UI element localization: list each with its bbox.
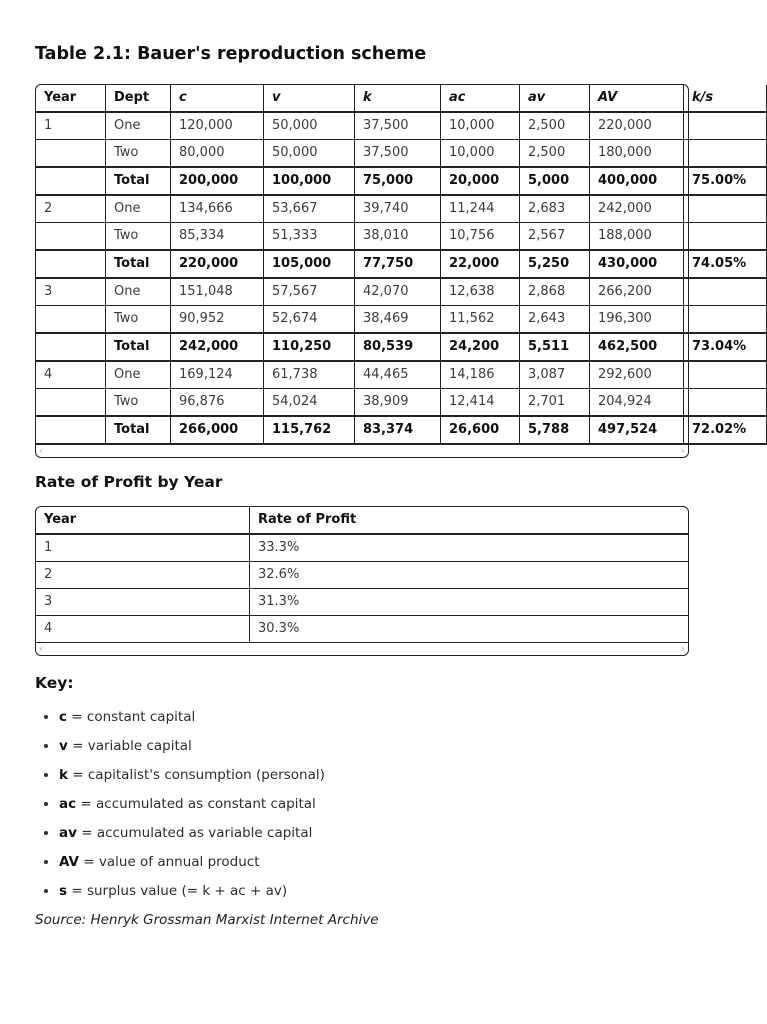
key-item: • av = accumulated as variable capital [59,825,689,842]
table-cell: 2 [36,562,250,589]
table-cell: One [106,278,171,306]
table-row [36,616,688,643]
table-cell: 38,909 [355,389,441,417]
table-cell: 80,000 [171,140,264,168]
table-cell: 75,000 [355,167,441,195]
table-cell: 110,250 [264,333,355,361]
table-cell: 11,562 [441,306,520,334]
table-cell: 74.05% [684,250,767,278]
table-cell [36,140,106,168]
table-cell [684,195,767,223]
table-cell: 169,124 [171,361,264,389]
table-cell: 61,738 [264,361,355,389]
table-cell: 196,300 [590,306,684,334]
table-cell: 51,333 [264,223,355,251]
scroll-right-icon[interactable]: › [680,642,685,655]
key-item: • c = constant capital [59,709,689,726]
table-cell: 11,244 [441,195,520,223]
table-row [36,223,767,251]
table-cell [684,278,767,306]
table-cell: 2,567 [520,223,590,251]
key-term: c [59,709,68,725]
table-cell: 400,000 [590,167,684,195]
horizontal-scroll-strip[interactable] [36,643,688,655]
table-cell [36,333,106,361]
table-cell: 72.02% [684,416,767,444]
table-cell [36,167,106,195]
table-cell [684,223,767,251]
table-row [36,140,767,168]
table-cell [36,389,106,417]
table-cell: 462,500 [590,333,684,361]
table-cell [684,112,767,140]
table-cell: 105,000 [264,250,355,278]
table-cell: 90,952 [171,306,264,334]
total-row [36,333,767,361]
table-cell [36,306,106,334]
table-cell: 10,000 [441,140,520,168]
key-item: • s = surplus value (= k + ac + av) [59,883,689,900]
table-cell: One [106,195,171,223]
reproduction-scheme-table [36,85,767,445]
column-header: Year [36,507,250,534]
table-cell: 134,666 [171,195,264,223]
table-cell: 242,000 [590,195,684,223]
table-cell: One [106,112,171,140]
table-cell: 200,000 [171,167,264,195]
key-item: • ac = accumulated as constant capital [59,796,689,813]
table-cell: 52,674 [264,306,355,334]
table-cell: 12,414 [441,389,520,417]
table-row [36,306,767,334]
key-heading: Key: [35,674,74,692]
table-cell: 31.3% [250,589,689,616]
table-cell: 22,000 [441,250,520,278]
table-cell: 1 [36,112,106,140]
column-header: c [171,85,264,112]
table-cell: 38,469 [355,306,441,334]
column-header: AV [590,85,684,112]
table-cell: 38,010 [355,223,441,251]
table-cell: 120,000 [171,112,264,140]
table-row [36,278,767,306]
page-title: Table 2.1: Bauer's reproduction scheme [35,44,427,64]
table-cell: 2,643 [520,306,590,334]
column-header: Rate of Profit [250,507,689,534]
table-cell: 12,638 [441,278,520,306]
key-term: k [59,767,68,783]
table-cell: Two [106,223,171,251]
table-row [36,589,688,616]
table-cell: 2,701 [520,389,590,417]
table-cell: 188,000 [590,223,684,251]
column-header: v [264,85,355,112]
scroll-right-icon[interactable]: › [680,444,685,457]
table-cell: 292,600 [590,361,684,389]
table-cell: Two [106,306,171,334]
table-cell: 2 [36,195,106,223]
table-cell: 2,500 [520,140,590,168]
total-row [36,250,767,278]
table-cell: 42,070 [355,278,441,306]
reproduction-scheme-table-container[interactable] [35,84,747,458]
key-term: av [59,825,77,841]
table-cell: 430,000 [590,250,684,278]
table-cell: 75.00% [684,167,767,195]
key-term: AV [59,854,79,870]
table-cell [684,306,767,334]
table-cell: 2,500 [520,112,590,140]
table-cell: Two [106,140,171,168]
scroll-left-icon[interactable]: ‹ [39,642,44,655]
table-cell: Total [106,333,171,361]
table-cell: 5,000 [520,167,590,195]
table-cell: 20,000 [441,167,520,195]
table-cell: 85,334 [171,223,264,251]
column-header: ac [441,85,520,112]
rate-of-profit-table [36,507,688,643]
table-cell: 4 [36,361,106,389]
key-term: s [59,883,68,899]
table-cell: 57,567 [264,278,355,306]
table-cell: 33.3% [250,534,689,562]
scroll-left-icon[interactable]: ‹ [39,444,44,457]
table-row [36,562,688,589]
table-cell: 1 [36,534,250,562]
table-cell: 180,000 [590,140,684,168]
table-cell: 266,000 [171,416,264,444]
table-cell: 266,200 [590,278,684,306]
table-cell: 14,186 [441,361,520,389]
table-cell: 4 [36,616,250,643]
table-row [36,112,767,140]
source-note: Source: Henryk Grossman Marxist Internet Archive [35,912,379,928]
key-term: ac [59,796,77,812]
table-cell: 50,000 [264,112,355,140]
table-row [36,389,767,417]
table-cell: Total [106,250,171,278]
table-cell: 50,000 [264,140,355,168]
table-cell [684,389,767,417]
column-header: Dept [106,85,171,112]
table-cell: 39,740 [355,195,441,223]
table-header-row [36,85,767,112]
key-item: • v = variable capital [59,738,689,755]
total-row [36,416,767,444]
total-row [36,167,767,195]
column-header: Year [36,85,106,112]
table-row [36,361,767,389]
rate-of-profit-table-container[interactable] [35,506,689,656]
table-cell: 77,750 [355,250,441,278]
table-cell: 80,539 [355,333,441,361]
table-row [36,195,767,223]
table-cell: 497,524 [590,416,684,444]
table-cell: 44,465 [355,361,441,389]
table-cell: 83,374 [355,416,441,444]
table-cell: 10,000 [441,112,520,140]
table-cell [684,361,767,389]
table-cell: 2,683 [520,195,590,223]
column-header: av [520,85,590,112]
key-list [35,709,689,900]
table-cell: 3 [36,278,106,306]
table-cell: 96,876 [171,389,264,417]
table-cell: 2,868 [520,278,590,306]
table-cell: 5,250 [520,250,590,278]
table-cell: 32.6% [250,562,689,589]
table-cell: 242,000 [171,333,264,361]
table-cell: 73.04% [684,333,767,361]
table-cell: 220,000 [171,250,264,278]
table-cell: 30.3% [250,616,689,643]
key-item: • k = capitalist's consumption (personal) [59,767,689,784]
table-cell: 115,762 [264,416,355,444]
table-cell: 3 [36,589,250,616]
table-cell: 37,500 [355,140,441,168]
table-cell: 53,667 [264,195,355,223]
table-cell [36,250,106,278]
column-header: k [355,85,441,112]
table-cell: 204,924 [590,389,684,417]
table-cell: 3,087 [520,361,590,389]
table-cell: One [106,361,171,389]
table-cell: Total [106,167,171,195]
table-cell [36,416,106,444]
column-header: k/s [684,85,767,112]
table-cell: 26,600 [441,416,520,444]
table-cell: 37,500 [355,112,441,140]
table-header-row [36,507,688,534]
table-cell: 220,000 [590,112,684,140]
table-cell: 5,511 [520,333,590,361]
table-cell: Total [106,416,171,444]
table-row [36,534,688,562]
table-cell: Two [106,389,171,417]
table-cell: 100,000 [264,167,355,195]
table-cell: 54,024 [264,389,355,417]
horizontal-scroll-strip[interactable] [36,445,688,457]
table-cell: 24,200 [441,333,520,361]
table-cell: 5,788 [520,416,590,444]
table-cell: 10,756 [441,223,520,251]
table-cell [684,140,767,168]
table-cell [36,223,106,251]
rate-of-profit-heading: Rate of Profit by Year [35,473,223,491]
table-cell: 151,048 [171,278,264,306]
key-item: • AV = value of annual product [59,854,689,871]
key-term: v [59,738,68,754]
